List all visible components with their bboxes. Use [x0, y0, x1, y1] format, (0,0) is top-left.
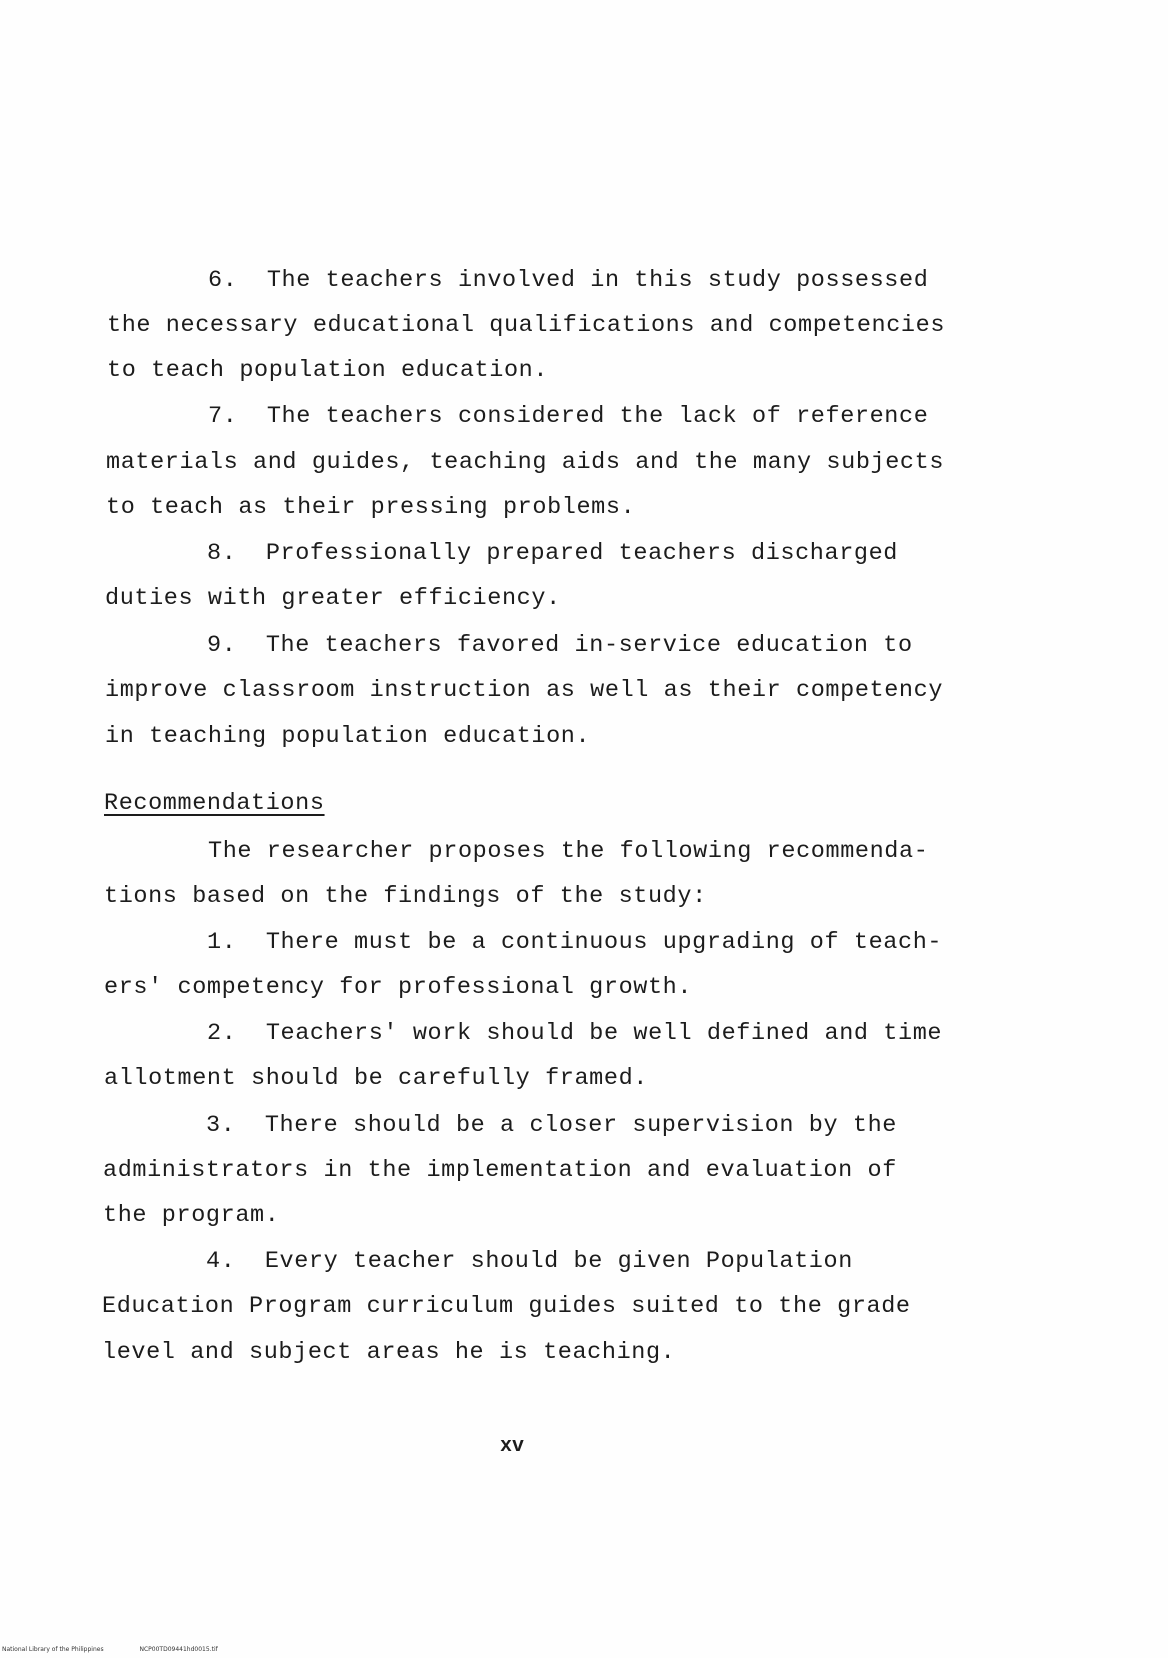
footer-library: National Library of the Philippines [2, 1646, 104, 1653]
footer-file-id: NCP00TD09441hd0015.tif [139, 1646, 218, 1653]
finding-6-line-2: the necessary educational qualifications and competencies [107, 312, 946, 339]
finding-9-line-1: 9. The teachers favored in-service education to [207, 632, 913, 659]
recommendations-intro-line-1: The researcher proposes the following recommenda- [208, 838, 929, 865]
recommendation-2-line-2: allotment should be carefully framed. [104, 1065, 648, 1092]
finding-7-line-2: materials and guides, teaching aids and the many subjects [106, 449, 945, 476]
recommendation-2-line-1: 2. Teachers' work should be well defined and time [207, 1020, 943, 1047]
recommendation-3-line-1: 3. There should be a closer supervision by the [206, 1112, 898, 1139]
scan-footer [2, 1646, 218, 1653]
finding-8-line-1: 8. Professionally prepared teachers discharged [207, 540, 899, 567]
finding-9-line-3: in teaching population education. [105, 723, 591, 750]
finding-6-line-1: 6. The teachers involved in this study possessed [208, 267, 929, 294]
finding-8-line-2: duties with greater efficiency. [105, 585, 561, 612]
recommendation-1-line-2: ers' competency for professional growth. [104, 974, 693, 1001]
page-number: xv [500, 1435, 525, 1458]
finding-7-line-1: 7. The teachers considered the lack of reference [208, 403, 929, 430]
recommendations-intro-line-2: tions based on the findings of the study: [104, 883, 707, 910]
recommendations-heading: Recommendations [104, 790, 325, 817]
recommendation-1-line-1: 1. There must be a continuous upgrading of teach- [207, 929, 943, 956]
finding-9-line-2: improve classroom instruction as well as their competency [105, 677, 944, 704]
recommendation-4-line-1: 4. Every teacher should be given Population [206, 1248, 853, 1275]
recommendation-3-line-2: administrators in the implementation and evaluation of [103, 1157, 897, 1184]
recommendation-4-line-3: level and subject areas he is teaching. [102, 1339, 676, 1366]
recommendation-4-line-2: Education Program curriculum guides suited to the grade [102, 1293, 911, 1320]
recommendation-3-line-3: the program. [103, 1202, 280, 1229]
finding-7-line-3: to teach as their pressing problems. [106, 494, 636, 521]
finding-6-line-3: to teach population education. [107, 357, 549, 384]
